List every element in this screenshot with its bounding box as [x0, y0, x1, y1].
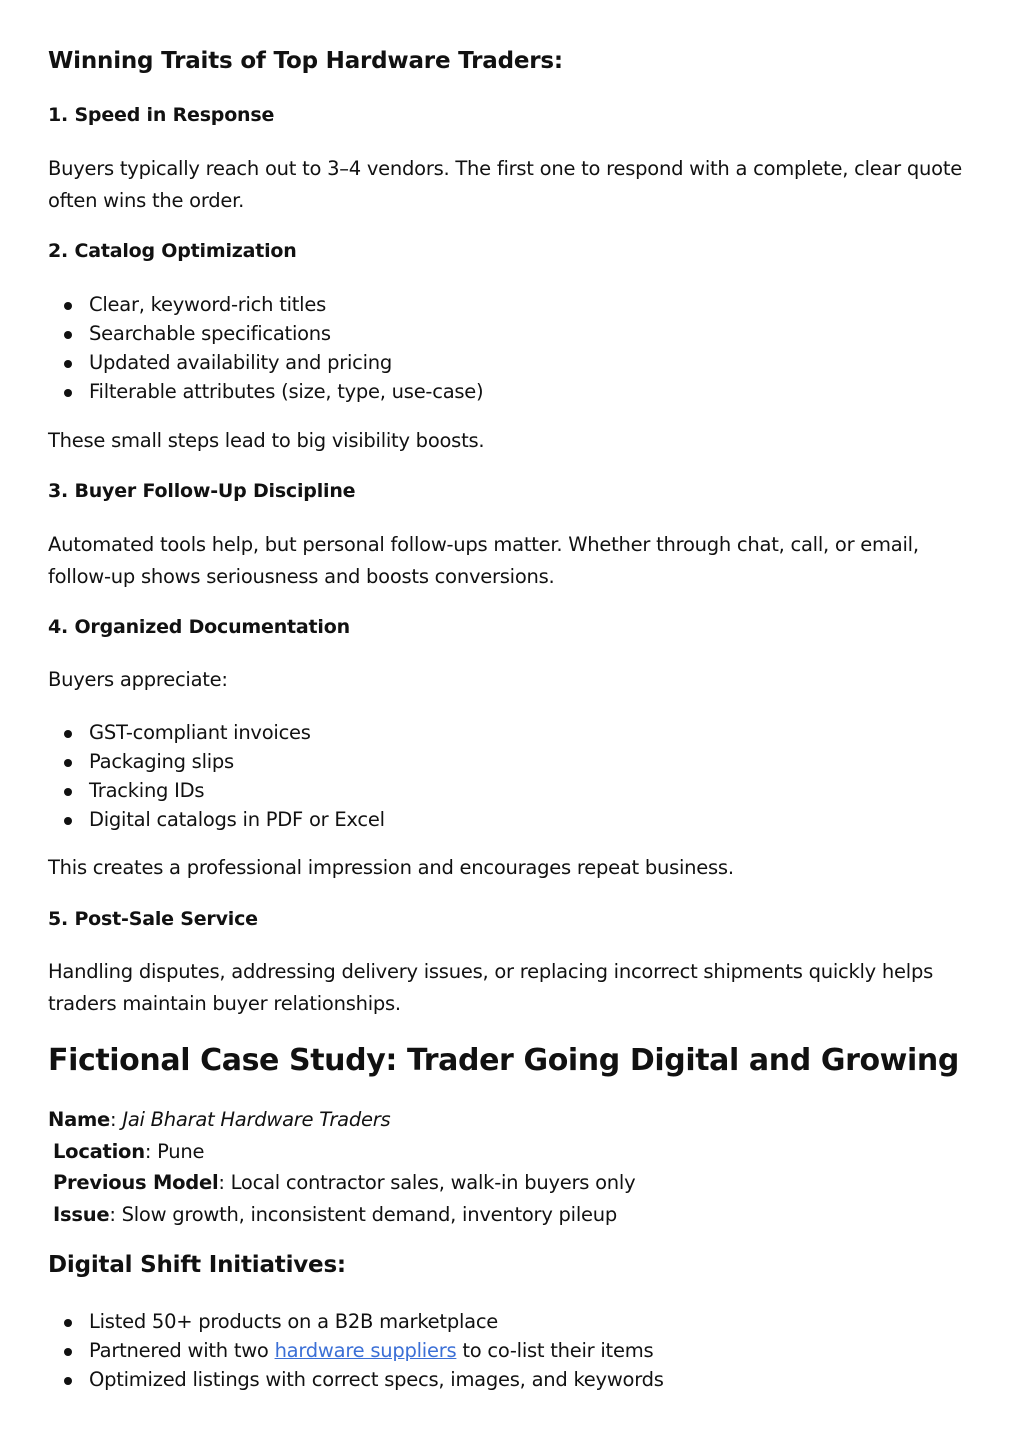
bullet-icon — [64, 1377, 72, 1385]
documentation-summary: This creates a professional impression and encourages repeat business. — [48, 856, 734, 879]
digital-shift-heading: Digital Shift Initiatives: — [48, 1252, 346, 1278]
bullet-icon — [64, 788, 72, 796]
list-item: Optimized listings with correct specs, images, and keywords — [48, 1365, 664, 1394]
bullet-icon — [64, 730, 72, 738]
bullet-icon — [64, 1319, 72, 1327]
list-item: Packaging slips — [48, 747, 385, 776]
bullet-icon — [64, 389, 72, 397]
trait-heading-documentation: 4. Organized Documentation — [48, 616, 350, 638]
name-value: Jai Bharat Hardware Traders — [122, 1108, 391, 1131]
trait-heading-catalog: 2. Catalog Optimization — [48, 240, 297, 262]
list-item: Tracking IDs — [48, 776, 385, 805]
catalog-summary: These small steps lead to big visibility boosts. — [48, 429, 485, 452]
digital-shift-list — [48, 1307, 664, 1394]
previous-model-label: Previous Model — [53, 1171, 219, 1194]
case-study-previous-model-line: Previous Model: Local contractor sales, walk-in buyers only — [53, 1171, 636, 1194]
bullet-icon — [64, 331, 72, 339]
bullet-icon — [64, 302, 72, 310]
list-item: GST-compliant invoices — [48, 718, 385, 747]
bullet-icon — [64, 759, 72, 767]
bullet-icon — [64, 1348, 72, 1356]
list-item: Updated availability and pricing — [48, 348, 483, 377]
documentation-list — [48, 718, 385, 834]
case-study-issue-line: Issue: Slow growth, inconsistent demand, inventory pileup — [53, 1203, 618, 1226]
trait-heading-follow-up: 3. Buyer Follow-Up Discipline — [48, 480, 356, 502]
bullet-icon — [64, 360, 72, 368]
location-label: Location — [53, 1140, 145, 1163]
name-label: Name — [48, 1108, 111, 1131]
list-item: Filterable attributes (size, type, use-case) — [48, 377, 483, 406]
list-item: Partnered with two hardware suppliers to co-list their items — [48, 1336, 664, 1365]
documentation-intro: Buyers appreciate: — [48, 668, 228, 691]
trait-heading-post-sale: 5. Post-Sale Service — [48, 908, 258, 930]
case-study-name-line: Name: Jai Bharat Hardware Traders — [48, 1108, 391, 1131]
issue-value: Slow growth, inconsistent demand, inventory pileup — [121, 1203, 618, 1226]
list-item: Listed 50+ products on a B2B marketplace — [48, 1307, 664, 1336]
previous-model-value: Local contractor sales, walk-in buyers only — [230, 1171, 636, 1194]
trait-body-speed: Buyers typically reach out to 3–4 vendors. The first one to respond with a complete, clear quote often wins the order. — [48, 157, 962, 212]
bullet-icon — [64, 817, 72, 825]
case-study-location-line: Location: Pune — [53, 1140, 205, 1163]
section-heading-winning-traits: Winning Traits of Top Hardware Traders: — [48, 48, 563, 74]
list-item: Clear, keyword-rich titles — [48, 290, 483, 319]
location-value: Pune — [157, 1140, 205, 1163]
trait-heading-speed: 1. Speed in Response — [48, 104, 275, 126]
case-study-heading: Fictional Case Study: Trader Going Digital and Growing — [48, 1043, 959, 1078]
issue-label: Issue — [53, 1203, 110, 1226]
trait-body-follow-up: Automated tools help, but personal follow-ups matter. Whether through chat, call, or email, follow-up shows seriousness and boosts conversions. — [48, 533, 919, 588]
list-item: Searchable specifications — [48, 319, 483, 348]
list-item: Digital catalogs in PDF or Excel — [48, 805, 385, 834]
hardware-suppliers-link[interactable]: hardware suppliers — [274, 1339, 457, 1362]
catalog-optimization-list — [48, 290, 483, 406]
trait-body-post-sale: Handling disputes, addressing delivery issues, or replacing incorrect shipments quickly helps traders maintain buyer relationships. — [48, 960, 933, 1015]
